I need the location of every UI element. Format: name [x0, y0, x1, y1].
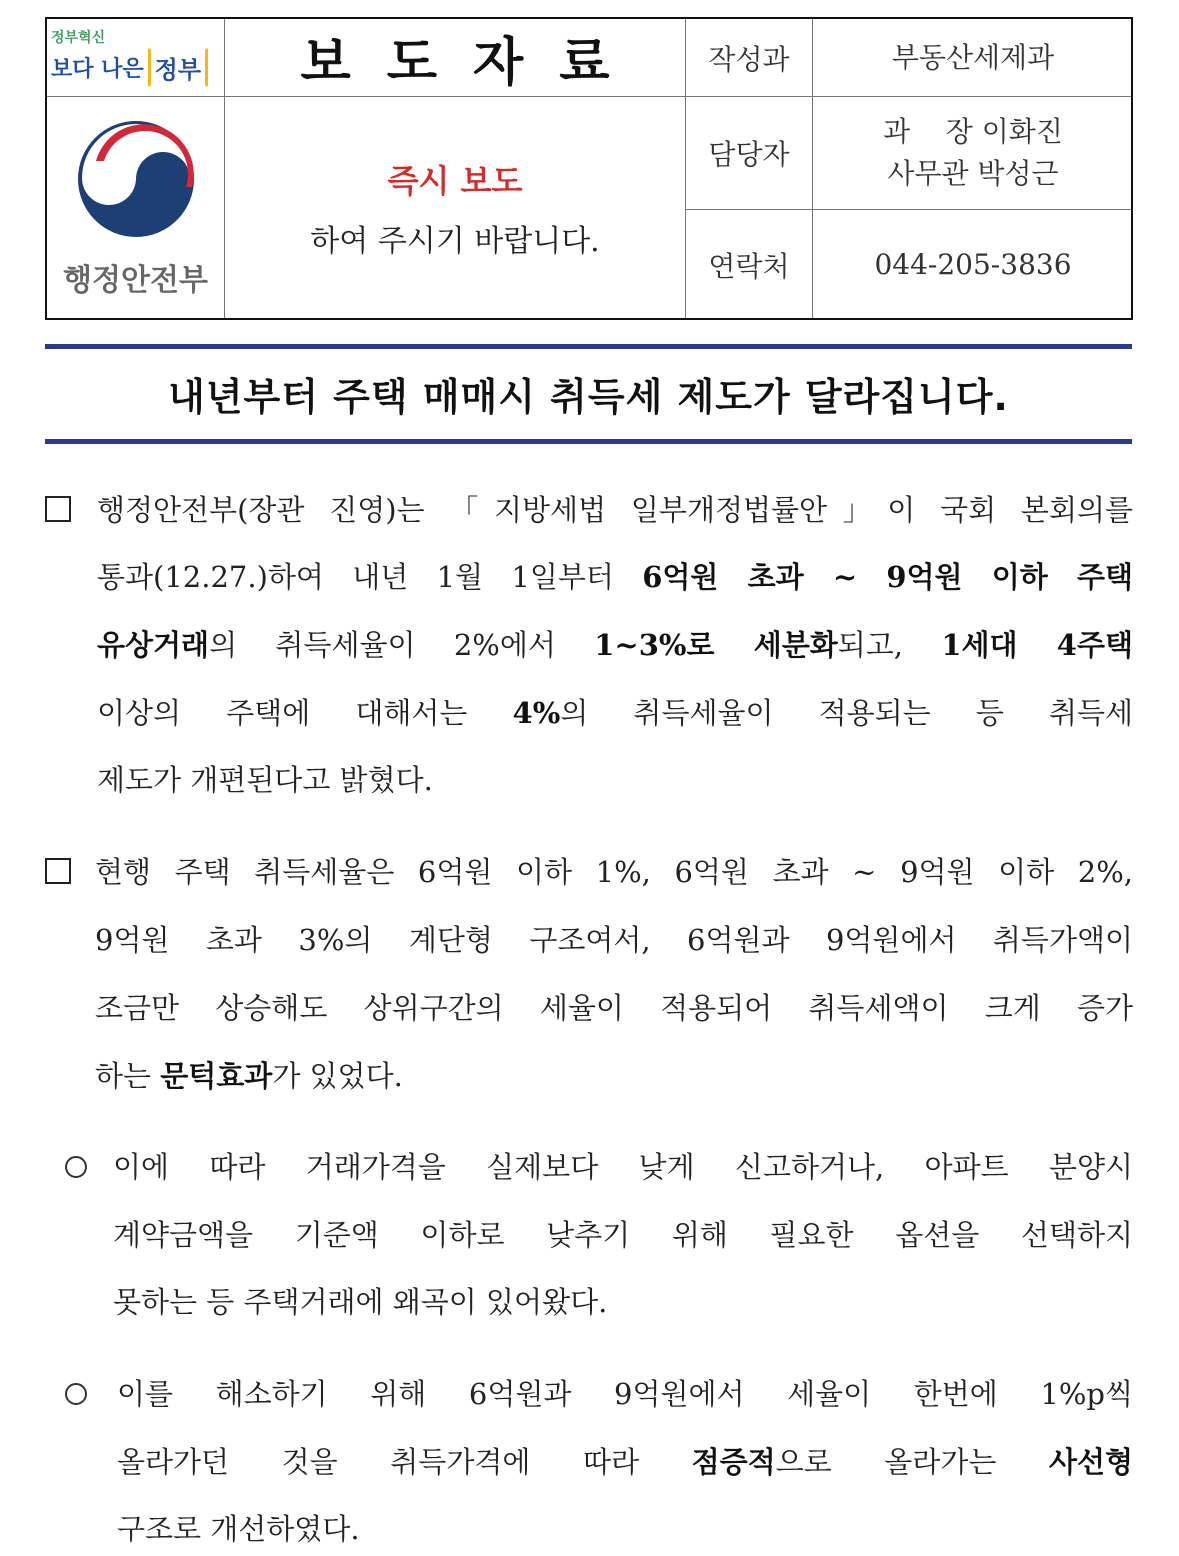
headline: 내년부터 주택 매매시 취득세 제도가 달라집니다. [168, 375, 1009, 419]
ministry-name: 행정안전부 [63, 263, 208, 298]
person-officer: 사무관 박성근 [887, 157, 1059, 190]
square-bullet-icon [45, 496, 71, 522]
release-timing: 즉시 보도 [387, 162, 523, 200]
slogan-main: 보다 나은 [51, 57, 144, 82]
circle-bullet-icon [65, 1156, 87, 1178]
square-bullet-icon [45, 858, 71, 884]
text-segment: 현행 주택 취득세율은 6억원 이하 1%, 6억원 초과 ~ 9억원 이하 2%, [95, 855, 1133, 889]
text-segment: 이에 따라 거래가격을 실제보다 낮게 신고하거나, 아파트 분양시 [113, 1150, 1133, 1184]
paragraph-line [97, 693, 1133, 733]
text-segment: 올라가던 것을 취득가격에 따라 [117, 1445, 692, 1479]
paragraph-line [113, 1147, 1133, 1187]
text-segment: 이를 해소하기 위해 6억원과 9억원에서 세율이 한번에 1%p씩 [117, 1377, 1133, 1411]
text-segment: 9억원 초과 3%의 계단형 구조여서, 6억원과 9억원에서 취득가액이 [95, 923, 1133, 957]
text-segment: 이상의 주택에 대해서는 [97, 696, 513, 730]
text-segment: 의 취득세율이 적용되는 등 취득세 [560, 696, 1134, 730]
doc-type-cell [225, 19, 685, 96]
text-segment: 구조로 개선하였다. [117, 1512, 360, 1546]
text-segment: 의 취득세율이 2%에서 [209, 628, 595, 662]
emphasized-text: 점증적 [691, 1445, 776, 1479]
paragraph-line [113, 1215, 1133, 1255]
text-segment: 하는 [95, 1059, 161, 1093]
release-instruction [225, 97, 685, 319]
doc-type-title: 보도자료 [300, 32, 646, 93]
paragraph-line [117, 1374, 1133, 1414]
emphasized-text: 4% [512, 696, 561, 730]
emphasized-text: 6억원 초과 ~ 9억원 이하 주택 [642, 560, 1133, 594]
headline-rule-bottom [45, 439, 1132, 444]
paragraph-line [117, 1509, 360, 1549]
text-segment: 계약금액을 기준액 이하로 낮추기 위해 필요한 옵션을 선택하지 [113, 1218, 1133, 1252]
taegeuk-emblem-icon [74, 117, 198, 241]
slogan-box: 정부 [148, 47, 208, 88]
paragraph-line [97, 760, 433, 800]
paragraph-line [95, 988, 1133, 1028]
text-segment: 못하는 등 주택거래에 왜곡이 있어왔다. [113, 1285, 608, 1319]
paragraph-line [113, 1282, 607, 1322]
paragraph-line [95, 852, 1133, 892]
emphasized-text: 1세대 4주택 [941, 628, 1133, 662]
dept-label: 작성과 [708, 42, 790, 76]
headline-rule-top [45, 344, 1132, 349]
text-segment: 통과(12.27.)하여 내년 1월 1일부터 [97, 560, 643, 594]
text-segment: 행정안전부(장관 진영)는 「지방세법 일부개정법률안」이 국회 본회의를 [97, 493, 1133, 527]
text-segment: 제도가 개편된다고 밝혔다. [97, 763, 433, 797]
press-release-header [45, 17, 1133, 320]
paragraph-line [117, 1442, 1133, 1482]
emphasized-text: 유상거래 [97, 628, 210, 662]
paragraph-line [97, 490, 1133, 530]
dept-value: 부동산세제과 [891, 40, 1055, 74]
phone-label: 연락처 [708, 249, 790, 283]
emphasized-text: 문턱효과 [160, 1059, 273, 1093]
text-segment: 조금만 상승해도 상위구간의 세율이 적용되어 취득세액이 크게 증가 [95, 991, 1133, 1025]
paragraph-line [97, 557, 1133, 597]
contact-person-label: 담당자 [708, 138, 790, 171]
paragraph-line [97, 625, 1133, 665]
release-note: 하여 주시기 바랍니다. [310, 224, 600, 259]
text-segment: 가 있었다. [272, 1059, 403, 1093]
person-director: 과 장 이화진 [883, 115, 1063, 148]
emphasized-text: 1~3%로 세분화 [594, 628, 838, 662]
emphasized-text: 사선형 [1048, 1445, 1133, 1479]
slogan-small: 정부혁신 [51, 30, 106, 46]
paragraph-line [95, 1056, 403, 1096]
text-segment: 으로 올라가는 [775, 1445, 1049, 1479]
circle-bullet-icon [65, 1383, 87, 1405]
ministry-logo [47, 97, 224, 319]
text-segment: 되고, [837, 628, 942, 662]
phone-value: 044-205-3836 [874, 247, 1072, 281]
paragraph-line [95, 920, 1133, 960]
government-innovation-logo [47, 19, 224, 96]
